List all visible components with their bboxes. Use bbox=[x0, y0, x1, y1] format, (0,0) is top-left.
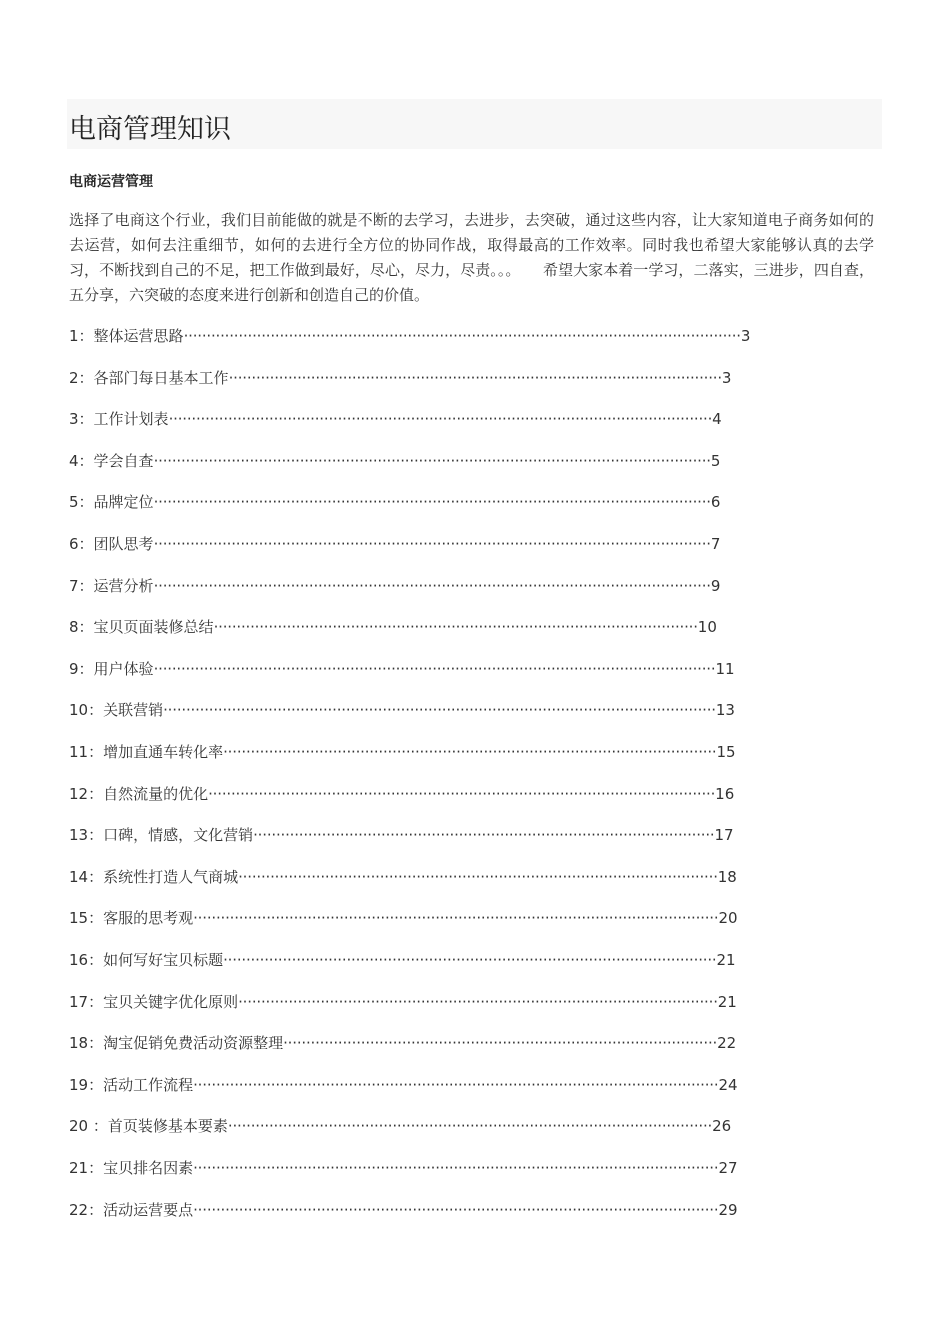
toc-entry-title: 宝贝关键字优化原则 bbox=[103, 992, 239, 1011]
section-heading: 电商运营管理 bbox=[69, 174, 153, 190]
toc-entry-page: 5 bbox=[710, 451, 721, 470]
toc-entry-number: 12： bbox=[69, 784, 104, 803]
toc-entry-title: 工作计划表 bbox=[93, 410, 169, 429]
toc-entry-title: 如何写好宝贝标题 bbox=[103, 951, 224, 969]
toc-entry-page: 10 bbox=[697, 618, 717, 637]
toc-leader-dots: ··························································································································· bbox=[153, 659, 716, 678]
toc-entry-page: 16 bbox=[715, 784, 735, 803]
document-title: 电商管理知识 bbox=[69, 114, 231, 145]
toc-leader-dots: ············································································································ bbox=[228, 368, 722, 387]
toc-leader-dots: ········································································································· bbox=[238, 867, 718, 886]
toc-entry[interactable] bbox=[69, 696, 771, 724]
toc-entry[interactable] bbox=[69, 988, 771, 1016]
toc-leader-dots: ············································································································ bbox=[223, 743, 717, 761]
toc-entry-title: 各部门每日基本工作 bbox=[93, 368, 229, 387]
toc-entry[interactable] bbox=[69, 1154, 771, 1182]
toc-entry[interactable] bbox=[69, 655, 751, 683]
toc-entry-title: 整体运营思路 bbox=[93, 327, 184, 345]
toc-entry-page: 21 bbox=[717, 992, 737, 1011]
toc-leader-dots: ·························································································································· bbox=[153, 576, 711, 595]
toc-entry-page: 15 bbox=[716, 743, 736, 761]
toc-entry-title: 品牌定位 bbox=[93, 493, 154, 512]
toc-entry-title: 用户体验 bbox=[93, 659, 154, 678]
title-band bbox=[67, 99, 882, 149]
toc-entry-title: 口碑，情感，文化营销 bbox=[103, 826, 254, 845]
toc-entry[interactable] bbox=[69, 821, 771, 849]
toc-leader-dots: ·········································································································· bbox=[213, 618, 698, 637]
toc-leader-dots: ····································································································· bbox=[253, 826, 715, 845]
toc-entry-number: 18： bbox=[69, 1034, 104, 1053]
toc-entry-page: 20 bbox=[718, 909, 738, 928]
toc-leader-dots: ··················································································································· bbox=[193, 1075, 719, 1094]
toc-entry-page: 22 bbox=[717, 1034, 737, 1053]
toc-entry-title: 学会自查 bbox=[93, 451, 154, 470]
toc-entry-title: 活动工作流程 bbox=[103, 1075, 194, 1094]
toc-entry-title: 客服的思考观 bbox=[103, 909, 194, 928]
toc-entry-page: 4 bbox=[712, 410, 722, 429]
toc-entry[interactable] bbox=[69, 405, 741, 433]
toc-entry-title: 团队思考 bbox=[93, 535, 154, 553]
toc-entry-number: 8： bbox=[69, 618, 94, 637]
toc-entry-page: 24 bbox=[718, 1075, 738, 1094]
toc-leader-dots: ·························································································································· bbox=[153, 535, 711, 553]
toc-entry[interactable] bbox=[69, 1029, 771, 1057]
toc-leader-dots: ······················································································································· bbox=[168, 410, 713, 429]
toc-entry[interactable] bbox=[69, 322, 771, 350]
toc-entry-title: 淘宝促销免费活动资源整理 bbox=[103, 1034, 284, 1053]
toc-leader-dots: ························································································································· bbox=[163, 701, 716, 720]
toc-entry-number: 14： bbox=[69, 867, 104, 886]
toc-entry-page: 13 bbox=[715, 701, 735, 720]
toc-entry-number: 21： bbox=[69, 1159, 104, 1177]
toc-entry[interactable] bbox=[69, 1196, 771, 1224]
toc-leader-dots: ······························································································· bbox=[283, 1034, 718, 1053]
toc-entry-page: 26 bbox=[712, 1117, 732, 1136]
toc-leader-dots: ·········································································································· bbox=[227, 1117, 713, 1136]
toc-entry-number: 5： bbox=[69, 493, 94, 512]
toc-entry-number: 16： bbox=[69, 951, 104, 969]
toc-leader-dots: ··················································································································· bbox=[193, 909, 719, 928]
toc-entry-number: 20 ： bbox=[69, 1117, 108, 1136]
toc-entry-page: 21 bbox=[716, 951, 736, 969]
toc-entry[interactable] bbox=[69, 780, 771, 808]
toc-entry[interactable] bbox=[69, 946, 771, 974]
toc-leader-dots: ··················································································································· bbox=[193, 1159, 719, 1177]
intro-paragraph: 选择了电商这个行业，我们目前能做的就是不断的去学习，去进步，去突破，通过这些内容，让大家知道电子商务如何的去运营，如何去注重细节，如何的去进行全方位的协同作战，取得最高的工作效率。同时我也希望大家能够认真的去学习，不断找到自己的不足，把工作做到最好，尽心，尽力，尽责。。。 希望大家本着一学习，二落实，三进步，四自查，五分享，六突破的态度来进行创新和创造自己的价值。 bbox=[69, 211, 874, 304]
toc-entry-number: 10： bbox=[69, 701, 104, 720]
toc-entry[interactable] bbox=[69, 447, 741, 475]
toc-entry-page: 3 bbox=[721, 368, 732, 387]
toc-entry-title: 运营分析 bbox=[93, 576, 154, 595]
toc-entry-page: 29 bbox=[718, 1200, 738, 1219]
toc-entry-page: 11 bbox=[715, 659, 735, 678]
toc-entry-number: 22： bbox=[69, 1200, 104, 1219]
toc-leader-dots: ··················································································································· bbox=[193, 1200, 719, 1219]
toc-entry-title: 增加直通车转化率 bbox=[103, 743, 224, 761]
toc-entry-number: 3： bbox=[69, 410, 94, 429]
toc-entry-page: 27 bbox=[718, 1159, 738, 1177]
toc-entry-number: 19： bbox=[69, 1075, 104, 1094]
toc-entry-title: 自然流量的优化 bbox=[103, 784, 209, 803]
toc-entry[interactable] bbox=[69, 488, 741, 516]
toc-entry-page: 3 bbox=[740, 327, 751, 345]
toc-entry-title: 宝贝页面装修总结 bbox=[93, 618, 214, 637]
toc-entry-number: 9： bbox=[69, 659, 94, 678]
toc-entry-number: 15： bbox=[69, 909, 104, 928]
toc-leader-dots: ·························································································································· bbox=[153, 493, 711, 512]
toc-leader-dots: ·························································································································· bbox=[153, 451, 711, 470]
toc-entry-number: 4： bbox=[69, 451, 94, 470]
toc-entry[interactable] bbox=[69, 613, 771, 641]
toc-entry-page: 6 bbox=[710, 493, 721, 512]
toc-entry-number: 2： bbox=[69, 368, 94, 387]
toc-entry[interactable] bbox=[69, 738, 771, 766]
toc-entry-page: 7 bbox=[710, 535, 721, 553]
toc-entry[interactable] bbox=[69, 530, 741, 558]
toc-entry-number: 13： bbox=[69, 826, 104, 845]
toc-entry-number: 1： bbox=[69, 327, 94, 345]
toc-entry[interactable] bbox=[69, 1112, 751, 1140]
toc-entry-page: 9 bbox=[710, 576, 721, 595]
toc-entry-page: 18 bbox=[717, 867, 737, 886]
toc-leader-dots: ········································································································· bbox=[238, 992, 718, 1011]
toc-entry[interactable] bbox=[69, 572, 741, 600]
toc-entry-title: 关联营销 bbox=[103, 701, 164, 720]
toc-entry-title: 首页装修基本要素 bbox=[107, 1117, 228, 1136]
toc-leader-dots: ··············································································································· bbox=[208, 784, 716, 803]
toc-leader-dots: ············································································································ bbox=[223, 951, 717, 969]
toc-entry-number: 6： bbox=[69, 535, 94, 553]
toc-entry-number: 7： bbox=[69, 576, 94, 595]
toc-entry-page: 17 bbox=[714, 826, 734, 845]
toc-entry-number: 11： bbox=[69, 743, 104, 761]
toc-entry-title: 系统性打造人气商城 bbox=[103, 867, 239, 886]
toc-entry-title: 宝贝排名因素 bbox=[103, 1159, 194, 1177]
toc-entry[interactable] bbox=[69, 904, 771, 932]
toc-entry[interactable] bbox=[69, 364, 771, 392]
toc-leader-dots: ·························································································································· bbox=[183, 327, 741, 345]
toc-entry[interactable] bbox=[69, 1071, 771, 1099]
toc-entry-title: 活动运营要点 bbox=[103, 1200, 194, 1219]
toc-entry[interactable] bbox=[69, 863, 771, 891]
toc-entry-number: 17： bbox=[69, 992, 104, 1011]
